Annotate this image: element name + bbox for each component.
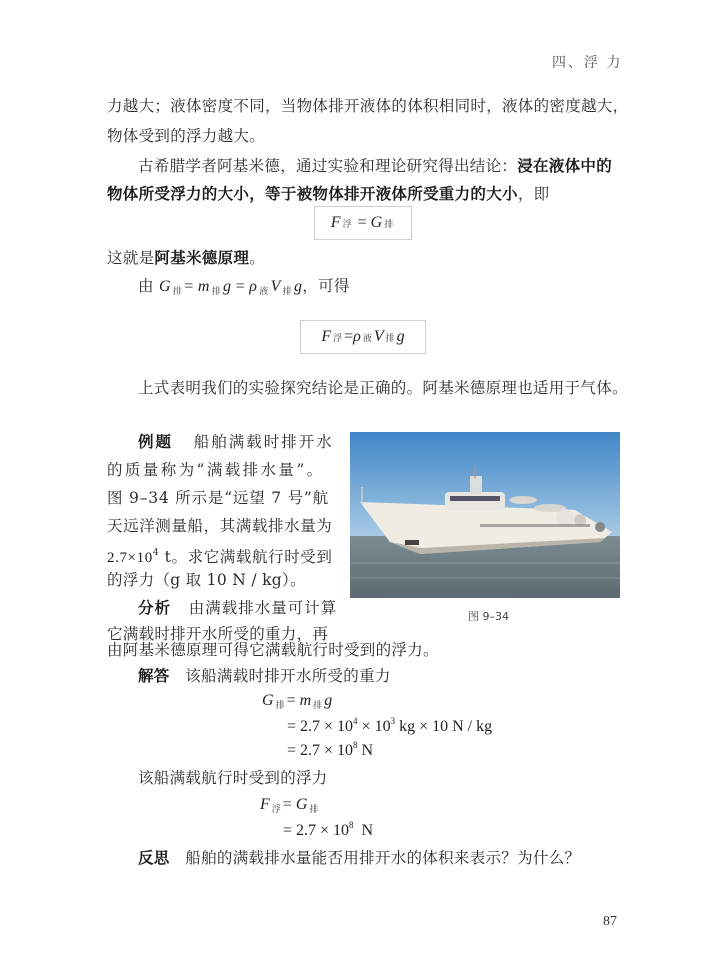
paragraph-line (107, 248, 265, 268)
math-text: = 2.7 × 10 (283, 822, 350, 839)
math-sub: 排 (309, 805, 319, 815)
text-bold: 浸在液体中的 (517, 157, 613, 175)
text-normal: t。求它满载航行时受到 (159, 548, 333, 566)
math-text: = 2.7 × 10 (287, 718, 354, 735)
math-sub: 排 (385, 333, 395, 344)
page-number: 87 (603, 914, 617, 929)
analysis-line: 由阿基米德原理可得它满载航行时受到的浮力。 (107, 641, 439, 659)
math-var: m (197, 278, 210, 295)
math-sub: 排 (384, 219, 394, 230)
math-sub: 排 (313, 701, 323, 711)
paragraph-line (138, 276, 350, 302)
text-normal: 船舶的满载排水量能否用排开水的体积来表示？为什么？ (185, 849, 581, 867)
math-exp: 3 (390, 716, 396, 726)
math-exp: 8 (349, 820, 354, 830)
paragraph-line: 力越大；液体密度不同，当物体排开液体的体积相同时，液体的密度越大， (107, 97, 629, 115)
text-normal: 由满载排水量可计算 (188, 599, 338, 617)
inline-formula: G $_排$ = m $_排$ g = ρ $_液$ V $_排$ g (159, 278, 303, 297)
text-normal: 由 (138, 277, 154, 295)
math-text: N (357, 742, 374, 759)
math-sub: 排 (211, 287, 222, 297)
example-line: 天远洋测量船，其满载排水量为 (107, 517, 333, 535)
math-var: ρ (249, 278, 258, 295)
example-label: 例题 (138, 433, 174, 451)
formula-box-archimedes: F 浮 = ρ 液 V 排 g (300, 320, 426, 354)
answer-label: 解答 (138, 667, 170, 685)
math-sub: 浮 (271, 805, 281, 815)
equation-line (287, 716, 492, 736)
math-exp: 8 (353, 740, 358, 750)
math-var: G (262, 692, 274, 709)
example-line: 图 9–34 所示是“远望 7 号”航 (107, 489, 329, 507)
math-var: V (373, 328, 384, 345)
math-var: G (370, 214, 383, 231)
math-text: × 10 (357, 718, 391, 735)
ship-illustration-icon (350, 432, 620, 598)
answer-line: 该船满载航行时受到的浮力 (138, 769, 328, 787)
text-normal: ，即 (517, 185, 550, 203)
text-normal: 。 (249, 249, 266, 267)
equation-line (283, 820, 373, 840)
analysis-line (138, 598, 337, 618)
math-sub: 排 (172, 287, 183, 297)
archimedes-statement: 物体所受浮力的大小，等于被物体排开液体所受重力的大小 (107, 185, 518, 203)
math-sub: 排 (275, 701, 285, 711)
equation-line (287, 740, 373, 760)
math-sub: 浮 (342, 219, 352, 230)
math-var: g (324, 692, 333, 709)
math-var: V (270, 278, 281, 295)
text-normal: 该船满载时排开水所受的重力 (185, 667, 391, 685)
paragraph-line: 上式表明我们的实验探究结论是正确的。阿基米德原理也适用于气体。 (138, 379, 628, 397)
paragraph-line: 物体受到的浮力越大。 (107, 127, 266, 145)
text-normal: 这就是 (107, 249, 155, 267)
math-sub: 浮 (333, 333, 343, 344)
reflection-label: 反思 (138, 849, 170, 867)
example-line (107, 543, 333, 568)
math-var: m (299, 692, 312, 709)
reflection-line (138, 848, 580, 868)
math-var: g (293, 278, 303, 295)
math-text: kg × 10 N / kg (395, 718, 493, 735)
math-exp: 4 (152, 548, 160, 558)
math-exp: 4 (353, 716, 358, 726)
math-var: G (295, 796, 308, 813)
math-sub: 液 (362, 333, 372, 344)
math-sub: 液 (259, 287, 269, 297)
math-eq: = (357, 214, 367, 231)
ship-photo (350, 432, 620, 598)
paragraph-line (107, 184, 549, 204)
math-var: g (396, 328, 405, 345)
text-normal: 古希腊学者阿基米德，通过实验和理论研究得出结论： (138, 157, 518, 175)
example-line: 的浮力（g 取 10 N / kg）。 (107, 571, 306, 589)
math-text: N (353, 822, 374, 839)
math-var: g (223, 278, 232, 295)
math-var: G (159, 278, 171, 295)
analysis-line: 它满载时排开水所受的重力，再 (107, 625, 329, 643)
equation-line: F $_浮$ = G $_排$ (260, 796, 319, 815)
math-var: F (321, 328, 332, 345)
math-var: ρ (353, 328, 361, 345)
math-var: F (260, 796, 270, 813)
paragraph-line (138, 156, 612, 176)
text-normal: 船舶满载时排开水 (193, 433, 334, 451)
example-line (138, 432, 334, 452)
text-normal: ，可得 (302, 277, 350, 295)
figure-caption: 图 9–34 (468, 610, 509, 623)
answer-line (138, 666, 391, 686)
formula-box-buoyancy (314, 206, 412, 240)
math-sub: 排 (282, 287, 292, 297)
math-text: = 2.7 × 10 (287, 742, 354, 759)
math-value: 2.7×10 (107, 550, 153, 566)
chapter-header: 四、浮 力 (552, 55, 623, 71)
principle-name: 阿基米德原理 (154, 249, 250, 267)
analysis-label: 分析 (138, 599, 172, 617)
equation-line: G $_排$ = m $_排$ g (262, 692, 333, 711)
example-line: 的质量称为“满载排水量”。 (107, 461, 325, 479)
math-var: F (330, 214, 341, 231)
